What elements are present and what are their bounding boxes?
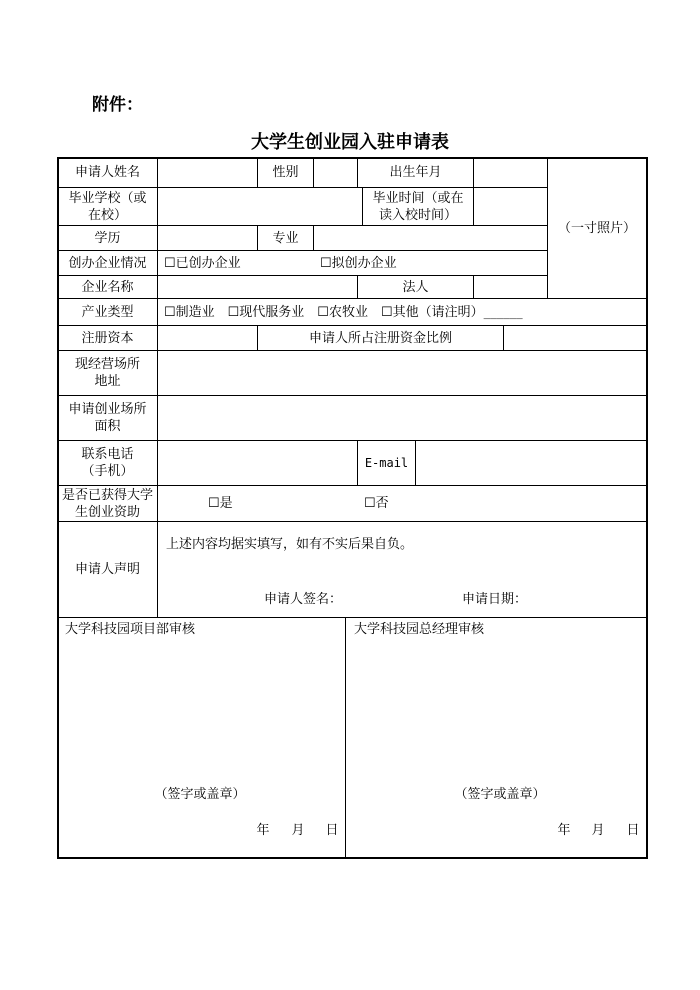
funding-received-label: 是否已获得大学生创业资助: [61, 487, 153, 520]
graduate-school-input[interactable]: [158, 188, 362, 225]
gm-day: 日: [626, 822, 640, 838]
column-divider: [345, 617, 346, 857]
gender-input[interactable]: [314, 158, 357, 187]
industry-type-label: 产业类型: [81, 304, 134, 320]
company-name-label: 企业名称: [81, 279, 134, 295]
founded-company-checkbox[interactable]: ☐已创办企业: [164, 255, 241, 271]
graduation-time-input[interactable]: [474, 188, 547, 225]
applicant-name-label: 申请人姓名: [74, 165, 140, 180]
birth-date-label: 出生年月: [389, 165, 442, 180]
company-name-input[interactable]: [158, 276, 357, 298]
gm-review-title: 大学科技园总经理审核: [354, 621, 485, 637]
gender-label: 性别: [272, 165, 299, 180]
applicant-name-input[interactable]: [158, 158, 257, 187]
project-dept-month: 月: [291, 822, 305, 838]
registered-capital-label: 注册资本: [81, 330, 134, 346]
gm-year: 年: [557, 822, 571, 838]
planned-company-checkbox[interactable]: ☐拟创办企业: [320, 255, 397, 271]
attachment-label: 附件：: [92, 95, 143, 115]
legal-person-input[interactable]: [474, 276, 547, 298]
row-divider: [57, 617, 648, 618]
email-label: E-mail: [364, 455, 409, 470]
project-dept-sign-label: （签字或盖章）: [154, 786, 246, 802]
application-date-label[interactable]: 申请日期：: [462, 591, 528, 607]
area-requested-label: 申请创业场所面积: [68, 402, 147, 434]
education-label: 学历: [94, 230, 121, 246]
graduation-time-label: 毕业时间（或在读入校时间）: [372, 190, 464, 223]
email-input[interactable]: [416, 441, 646, 485]
form-title: 大学生创业园入驻申请表: [251, 132, 449, 153]
education-input[interactable]: [158, 226, 257, 250]
funding-no-checkbox[interactable]: ☐否: [364, 496, 389, 511]
gm-month: 月: [591, 822, 605, 838]
contact-phone-input[interactable]: [158, 441, 357, 485]
gm-review-area[interactable]: [348, 642, 644, 782]
declaration-text: 上述内容均据实填写，如有不实后果自负。: [166, 536, 414, 552]
registered-capital-input[interactable]: [158, 326, 257, 350]
business-address-input[interactable]: [158, 351, 646, 395]
business-address-label: 现经营场所地址: [74, 357, 140, 389]
industry-type-options[interactable]: ☐制造业 ☐现代服务业 ☐农牧业 ☐其他（请注明）______: [164, 304, 523, 320]
table-border: [646, 157, 648, 859]
capital-ratio-input[interactable]: [504, 326, 646, 350]
project-dept-review-area[interactable]: [60, 642, 344, 782]
project-dept-day: 日: [325, 822, 339, 838]
photo-placeholder[interactable]: （一寸照片）: [557, 220, 636, 236]
birth-date-input[interactable]: [474, 158, 547, 187]
project-dept-review-title: 大学科技园项目部审核: [65, 621, 196, 637]
major-input[interactable]: [314, 226, 547, 250]
project-dept-year: 年: [256, 822, 270, 838]
applicant-signature-label[interactable]: 申请人签名：: [264, 591, 343, 607]
declaration-label: 申请人声明: [74, 562, 140, 577]
area-requested-input[interactable]: [158, 396, 646, 440]
major-label: 专业: [272, 230, 299, 246]
gm-sign-label: （签字或盖章）: [454, 786, 546, 802]
table-border: [57, 857, 648, 859]
capital-ratio-label: 申请人所占注册资金比例: [308, 330, 452, 346]
legal-person-label: 法人: [402, 279, 429, 295]
funding-yes-checkbox[interactable]: ☐是: [208, 496, 233, 511]
contact-phone-label: 联系电话（手机）: [81, 447, 134, 479]
startup-status-label: 创办企业情况: [68, 255, 147, 271]
graduate-school-label: 毕业学校（或在校）: [68, 190, 147, 223]
